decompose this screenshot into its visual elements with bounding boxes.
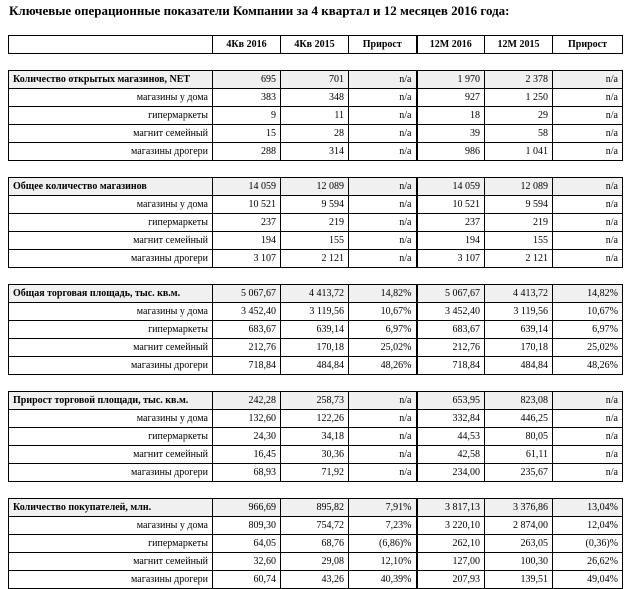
row-label: магнит семейный [9,339,213,357]
cell-growth-q: 25,02% [349,339,417,357]
cell-growth-q: n/a [349,178,417,196]
table-row [9,303,623,321]
spacer-cell [553,375,623,392]
cell-12m-2015: 1 041 [485,143,553,161]
cell-growth-12m: n/a [553,428,623,446]
spacer-cell [553,161,623,178]
cell-4q-2015: 701 [281,71,349,89]
cell-4q-2015: 68,76 [281,535,349,553]
cell-growth-12m: n/a [553,107,623,125]
cell-growth-12m: 12,04% [553,517,623,535]
cell-12m-2016: 10 521 [417,196,485,214]
spacer-cell [9,54,213,71]
table-row [9,232,623,250]
kpi-table [8,35,623,589]
cell-4q-2015: 754,72 [281,517,349,535]
cell-growth-q: n/a [349,428,417,446]
spacer-cell [417,375,485,392]
cell-4q-2015: 29,08 [281,553,349,571]
cell-12m-2016: 262,10 [417,535,485,553]
cell-12m-2015: 100,30 [485,553,553,571]
cell-growth-q: 48,26% [349,357,417,375]
cell-growth-q: n/a [349,392,417,410]
cell-growth-12m: n/a [553,125,623,143]
table-row [9,250,623,268]
table-row [9,125,623,143]
cell-4q-2016: 242,28 [213,392,281,410]
spacer-cell [349,482,417,499]
row-label: магазины у дома [9,303,213,321]
cell-12m-2015: 219 [485,214,553,232]
cell-growth-q: 7,91% [349,499,417,517]
cell-12m-2015: 639,14 [485,321,553,339]
cell-12m-2015: 9 594 [485,196,553,214]
cell-12m-2015: 2 121 [485,250,553,268]
spacer-cell [9,268,213,285]
spacer-cell [349,375,417,392]
spacer-cell [553,54,623,71]
cell-4q-2016: 5 067,67 [213,285,281,303]
cell-12m-2016: 683,67 [417,321,485,339]
cell-12m-2016: 212,76 [417,339,485,357]
cell-4q-2016: 16,45 [213,446,281,464]
cell-4q-2016: 237 [213,214,281,232]
cell-4q-2016: 695 [213,71,281,89]
table-spacer-row [9,161,623,178]
cell-4q-2015: 170,18 [281,339,349,357]
cell-12m-2016: 42,58 [417,446,485,464]
row-label: магазины у дома [9,196,213,214]
page-title: Ключевые операционные показатели Компании за 4 квартал и 12 месяцев 2016 года: [9,3,510,18]
spacer-cell [281,54,349,71]
spacer-cell [213,54,281,71]
cell-growth-q: 14,82% [349,285,417,303]
spacer-cell [553,268,623,285]
row-label: магнит семейный [9,553,213,571]
spacer-cell [349,268,417,285]
cell-4q-2015: 9 594 [281,196,349,214]
spacer-cell [417,54,485,71]
spacer-cell [417,161,485,178]
cell-12m-2016: 3 452,40 [417,303,485,321]
cell-12m-2016: 927 [417,89,485,107]
cell-growth-12m: n/a [553,178,623,196]
cell-growth-q: n/a [349,410,417,428]
group-label: Общее количество магазинов [9,178,213,196]
spacer-cell [9,161,213,178]
table-row [9,517,623,535]
spacer-cell [485,54,553,71]
cell-4q-2015: 30,36 [281,446,349,464]
cell-12m-2016: 332,84 [417,410,485,428]
cell-12m-2016: 3 817,13 [417,499,485,517]
cell-12m-2016: 194 [417,232,485,250]
group-label: Общая торговая площадь, тыс. кв.м. [9,285,213,303]
cell-4q-2016: 64,05 [213,535,281,553]
spacer-cell [485,268,553,285]
row-label: магнит семейный [9,125,213,143]
spacer-cell [281,161,349,178]
cell-4q-2015: 34,18 [281,428,349,446]
spacer-cell [485,161,553,178]
cell-growth-q: n/a [349,214,417,232]
row-label: магазины у дома [9,89,213,107]
row-label: магазины дрогери [9,143,213,161]
cell-4q-2015: 895,82 [281,499,349,517]
cell-4q-2015: 12 089 [281,178,349,196]
row-label: магнит семейный [9,446,213,464]
table-row [9,339,623,357]
spacer-cell [9,482,213,499]
cell-4q-2015: 258,73 [281,392,349,410]
cell-growth-q: 12,10% [349,553,417,571]
spacer-cell [417,268,485,285]
cell-12m-2015: 446,25 [485,410,553,428]
table-row [9,535,623,553]
cell-12m-2015: 139,51 [485,571,553,589]
header-cell-4q-2015: 4Кв 2015 [281,36,349,54]
cell-growth-12m: n/a [553,446,623,464]
header-cell-label [9,36,213,54]
header-cell-4q-2016: 4Кв 2016 [213,36,281,54]
cell-growth-12m: (0,36)% [553,535,623,553]
spacer-cell [485,482,553,499]
cell-12m-2016: 18 [417,107,485,125]
row-label: гипермаркеты [9,214,213,232]
row-label: магазины дрогери [9,357,213,375]
spacer-cell [281,375,349,392]
cell-4q-2016: 383 [213,89,281,107]
table-group-row [9,499,623,517]
cell-growth-q: 40,39% [349,571,417,589]
cell-growth-12m: 10,67% [553,303,623,321]
cell-12m-2015: 263,05 [485,535,553,553]
cell-growth-q: n/a [349,71,417,89]
table-group-row [9,71,623,89]
cell-12m-2016: 127,00 [417,553,485,571]
cell-12m-2015: 823,08 [485,392,553,410]
cell-growth-q: n/a [349,464,417,482]
cell-12m-2016: 653,95 [417,392,485,410]
spacer-cell [485,375,553,392]
cell-4q-2016: 718,84 [213,357,281,375]
cell-growth-12m: 48,26% [553,357,623,375]
table-header-row [9,36,623,54]
cell-growth-12m: 26,62% [553,553,623,571]
cell-growth-q: n/a [349,107,417,125]
table-spacer-row [9,54,623,71]
table-row [9,446,623,464]
cell-4q-2016: 132,60 [213,410,281,428]
spacer-cell [281,482,349,499]
table-row [9,321,623,339]
table-spacer-row [9,268,623,285]
spacer-cell [349,161,417,178]
cell-growth-q: n/a [349,143,417,161]
cell-growth-12m: n/a [553,89,623,107]
cell-growth-12m: n/a [553,196,623,214]
cell-4q-2016: 809,30 [213,517,281,535]
cell-12m-2016: 237 [417,214,485,232]
cell-12m-2015: 58 [485,125,553,143]
row-label: гипермаркеты [9,535,213,553]
cell-12m-2015: 12 089 [485,178,553,196]
cell-growth-q: n/a [349,232,417,250]
cell-12m-2016: 234,00 [417,464,485,482]
row-label: магазины дрогери [9,464,213,482]
cell-12m-2016: 39 [417,125,485,143]
cell-12m-2016: 14 059 [417,178,485,196]
header-cell-12m-2015: 12M 2015 [485,36,553,54]
cell-12m-2015: 3 119,56 [485,303,553,321]
table-spacer-row [9,375,623,392]
cell-4q-2016: 32,60 [213,553,281,571]
cell-growth-12m: n/a [553,392,623,410]
cell-growth-12m: 6,97% [553,321,623,339]
cell-12m-2015: 3 376,86 [485,499,553,517]
cell-4q-2015: 314 [281,143,349,161]
cell-12m-2016: 3 220,10 [417,517,485,535]
cell-4q-2016: 966,69 [213,499,281,517]
table-row [9,214,623,232]
cell-growth-q: n/a [349,125,417,143]
cell-4q-2015: 11 [281,107,349,125]
cell-growth-12m: 49,04% [553,571,623,589]
cell-growth-12m: n/a [553,232,623,250]
cell-4q-2015: 122,26 [281,410,349,428]
cell-growth-12m: 13,04% [553,499,623,517]
table-row [9,107,623,125]
spacer-cell [553,482,623,499]
table-row [9,357,623,375]
cell-4q-2016: 10 521 [213,196,281,214]
spacer-cell [349,54,417,71]
cell-4q-2015: 4 413,72 [281,285,349,303]
header-cell-12m-2016: 12M 2016 [417,36,485,54]
table-row [9,428,623,446]
cell-12m-2015: 4 413,72 [485,285,553,303]
cell-growth-q: n/a [349,446,417,464]
cell-12m-2015: 80,05 [485,428,553,446]
cell-growth-12m: n/a [553,410,623,428]
table-group-row [9,178,623,196]
cell-4q-2016: 14 059 [213,178,281,196]
cell-4q-2016: 15 [213,125,281,143]
cell-growth-q: n/a [349,196,417,214]
cell-growth-12m: n/a [553,464,623,482]
cell-12m-2016: 207,93 [417,571,485,589]
cell-4q-2015: 2 121 [281,250,349,268]
row-label: магнит семейный [9,232,213,250]
cell-4q-2016: 60,74 [213,571,281,589]
cell-12m-2016: 986 [417,143,485,161]
table-spacer-row [9,482,623,499]
cell-growth-12m: n/a [553,143,623,161]
cell-growth-q: 10,67% [349,303,417,321]
cell-4q-2015: 3 119,56 [281,303,349,321]
cell-4q-2015: 43,26 [281,571,349,589]
row-label: гипермаркеты [9,107,213,125]
row-label: магазины дрогери [9,250,213,268]
table-row [9,571,623,589]
row-label: гипермаркеты [9,321,213,339]
cell-growth-12m: 14,82% [553,285,623,303]
cell-4q-2015: 219 [281,214,349,232]
cell-growth-12m: 25,02% [553,339,623,357]
cell-growth-12m: n/a [553,250,623,268]
cell-12m-2015: 29 [485,107,553,125]
spacer-cell [213,161,281,178]
cell-12m-2015: 484,84 [485,357,553,375]
cell-12m-2015: 235,67 [485,464,553,482]
row-label: магазины у дома [9,517,213,535]
table-row [9,196,623,214]
header-cell-growth-12m: Прирост [553,36,623,54]
table-row [9,143,623,161]
table-group-row [9,285,623,303]
cell-4q-2016: 194 [213,232,281,250]
cell-12m-2016: 1 970 [417,71,485,89]
cell-growth-q: (6,86)% [349,535,417,553]
cell-12m-2016: 44,53 [417,428,485,446]
spacer-cell [9,375,213,392]
cell-4q-2016: 212,76 [213,339,281,357]
cell-4q-2016: 68,93 [213,464,281,482]
spacer-cell [281,268,349,285]
spacer-cell [417,482,485,499]
cell-4q-2015: 348 [281,89,349,107]
cell-4q-2016: 9 [213,107,281,125]
table-row [9,89,623,107]
cell-12m-2015: 2 874,00 [485,517,553,535]
spacer-cell [213,375,281,392]
cell-12m-2016: 718,84 [417,357,485,375]
cell-4q-2015: 28 [281,125,349,143]
cell-growth-q: 7,23% [349,517,417,535]
cell-growth-q: 6,97% [349,321,417,339]
cell-12m-2015: 2 378 [485,71,553,89]
cell-4q-2015: 639,14 [281,321,349,339]
cell-4q-2016: 3 107 [213,250,281,268]
cell-growth-12m: n/a [553,214,623,232]
cell-growth-q: n/a [349,250,417,268]
cell-4q-2015: 71,92 [281,464,349,482]
row-label: магазины у дома [9,410,213,428]
cell-4q-2015: 155 [281,232,349,250]
spacer-cell [213,268,281,285]
table-row [9,464,623,482]
cell-4q-2016: 3 452,40 [213,303,281,321]
group-label: Количество открытых магазинов, NET [9,71,213,89]
cell-12m-2016: 3 107 [417,250,485,268]
cell-12m-2015: 61,11 [485,446,553,464]
group-label: Количество покупателей, млн. [9,499,213,517]
row-label: магазины дрогери [9,571,213,589]
cell-4q-2016: 683,67 [213,321,281,339]
cell-4q-2015: 484,84 [281,357,349,375]
cell-12m-2016: 5 067,67 [417,285,485,303]
group-label: Прирост торговой площади, тыс. кв.м. [9,392,213,410]
header-cell-growth-q: Прирост [349,36,417,54]
row-label: гипермаркеты [9,428,213,446]
table-row [9,410,623,428]
cell-12m-2015: 155 [485,232,553,250]
cell-12m-2015: 170,18 [485,339,553,357]
cell-12m-2015: 1 250 [485,89,553,107]
spacer-cell [213,482,281,499]
cell-growth-q: n/a [349,89,417,107]
table-group-row [9,392,623,410]
cell-growth-12m: n/a [553,71,623,89]
table-row [9,553,623,571]
cell-4q-2016: 288 [213,143,281,161]
cell-4q-2016: 24,30 [213,428,281,446]
